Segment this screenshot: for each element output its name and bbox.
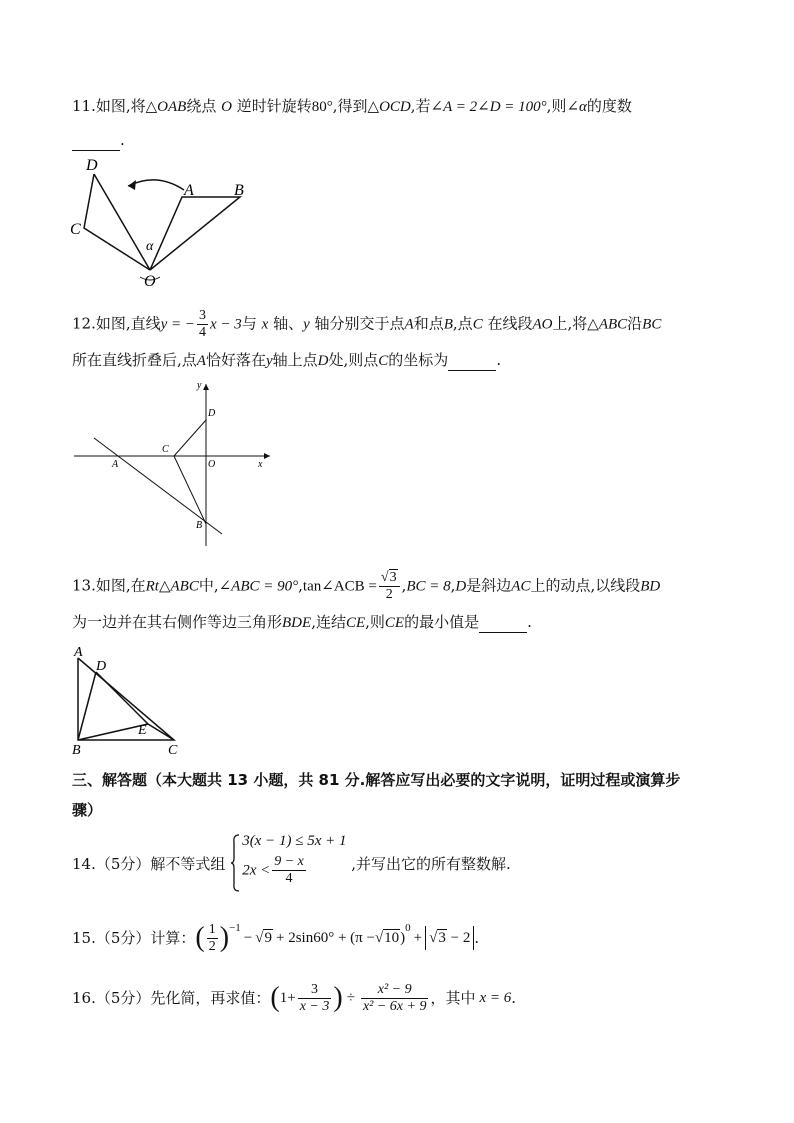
- q16-paren-open: (: [270, 982, 280, 1013]
- q15-close: ): [400, 930, 406, 946]
- q12-label-a: A: [112, 459, 119, 470]
- q12-label-y: y: [197, 380, 202, 391]
- q13-segment-bd: BD: [640, 578, 661, 595]
- q13-label-d: D: [96, 659, 107, 674]
- q12-label-d: D: [208, 408, 216, 419]
- q11-point-o: O: [221, 99, 232, 115]
- q12-point-c: C: [378, 353, 389, 369]
- q12-line-bc: BC: [642, 316, 662, 333]
- q13-text: 上的动点,以线段: [530, 576, 641, 595]
- q11-label-alpha: α: [146, 239, 154, 254]
- q13-hypotenuse-ac: AC: [511, 578, 531, 595]
- q11-label-a: A: [184, 182, 194, 199]
- q11-answer-line: [72, 130, 125, 151]
- q16-line: [72, 976, 516, 1020]
- q14-suffix: ,并写出它的所有整数解.: [351, 855, 511, 873]
- q16-fraction-1: [298, 982, 332, 1015]
- q16-f2-num: x² − 9: [361, 982, 429, 999]
- q12-point-c: C: [472, 316, 483, 333]
- q12-triangle-abc: △ABC: [587, 316, 628, 333]
- q15-minus: −: [243, 930, 253, 946]
- q13-angle-abc: ∠ABC = 90°: [218, 578, 299, 595]
- q12-line1: [72, 308, 661, 341]
- q16-f1-num: 3: [298, 982, 332, 999]
- q13-line2: [72, 612, 532, 633]
- q11-text: 的度数: [586, 97, 632, 115]
- q12-text: 与: [241, 314, 257, 333]
- q15-paren-close: ): [219, 922, 230, 953]
- q12-period: .: [496, 351, 502, 369]
- q15-sqrt10: √10: [374, 930, 400, 946]
- q15-sqrt9-value: 9: [264, 930, 272, 946]
- q11-angle-alpha: ∠α: [566, 99, 587, 115]
- q13-label-a: A: [74, 645, 83, 660]
- q12-label-x: x: [258, 459, 263, 470]
- q12-segment-ao: AO: [532, 316, 553, 333]
- q12-label-c: C: [162, 444, 169, 455]
- q11-label-b: B: [234, 182, 244, 199]
- q15-sqrt3-value: 3: [438, 930, 446, 946]
- q15-minus-two: − 2: [450, 930, 471, 946]
- q11-triangle-oab: △OAB: [145, 99, 187, 115]
- q12-text: 在线段: [487, 314, 533, 333]
- q15-half-num: 1: [208, 921, 216, 937]
- q14-line: [72, 832, 511, 898]
- q13-text: ,连结: [311, 613, 346, 631]
- q13-period: .: [527, 613, 532, 631]
- q12-x: x: [261, 316, 269, 333]
- q13-answer-blank[interactable]: [479, 612, 527, 633]
- q12-point-b: B: [443, 316, 453, 333]
- q11-period: .: [120, 131, 125, 149]
- q16-divide: ÷: [346, 990, 355, 1006]
- q12-line2: [72, 350, 501, 371]
- q11-text: ,若: [410, 97, 431, 115]
- q14-prefix: 14.（5分）解不等式组: [72, 855, 226, 873]
- q15-term: + 2sin60° + (π −: [275, 930, 375, 946]
- q15-half-fraction: [207, 922, 218, 955]
- q14-ineq2-fraction: [272, 854, 306, 887]
- q11-label-c: C: [70, 221, 81, 238]
- q16-f1-den: x − 3: [299, 998, 330, 1014]
- q12-figure: [70, 378, 280, 550]
- q16-condition: x = 6: [479, 990, 512, 1006]
- q12-slope-num: 3: [199, 308, 207, 323]
- q15-line: [72, 918, 479, 958]
- q12-slope-fraction: [197, 308, 208, 341]
- q12-text: 轴分别交于点: [314, 314, 405, 333]
- q13-right-triangle: Rt△ABC: [145, 578, 199, 595]
- q11-text: ,则: [546, 97, 567, 115]
- q15-period: .: [474, 929, 480, 947]
- q11-text: 11.如图,将: [72, 97, 146, 115]
- q12-y: y: [265, 353, 273, 369]
- q16-paren-close: ): [333, 982, 343, 1013]
- q13-figure: [68, 642, 198, 758]
- q12-text: 处,则点: [328, 351, 379, 369]
- q11-label-d: D: [86, 157, 98, 174]
- q13-segment-ce: CE: [384, 615, 405, 631]
- q15-sqrt10-value: 10: [384, 930, 400, 946]
- q13-label-c: C: [168, 743, 178, 758]
- q11-text: ,得到: [332, 97, 368, 115]
- q15-exponent: −1: [229, 922, 241, 934]
- q12-text: 轴、: [273, 314, 304, 333]
- q13-comma: ,: [401, 576, 407, 595]
- q11-figure: [62, 150, 262, 290]
- q13-line1: [72, 570, 660, 603]
- q13-triangle-bde: BDE: [282, 615, 312, 631]
- q12-answer-blank[interactable]: [448, 350, 496, 371]
- q13-comma: ,: [298, 576, 303, 595]
- q14-ineq2-num: 9 − x: [274, 854, 304, 869]
- q12-text: 沿: [627, 314, 643, 333]
- q16-fraction-2: [361, 982, 429, 1015]
- q13-text: 为一边并在其右侧作等边三角形: [72, 613, 283, 631]
- q12-equation-left: y = −: [160, 316, 196, 333]
- q13-tan-fraction: [379, 570, 400, 603]
- q11-text: 绕点: [186, 97, 217, 115]
- q12-text: 轴上点: [272, 351, 318, 369]
- q15-plus: +: [413, 930, 423, 946]
- q15-half-den: 2: [208, 938, 216, 954]
- q12-text: 和点: [413, 314, 444, 333]
- q16-mid-text: ，其中: [430, 989, 476, 1007]
- q13-text: 13.如图,在: [72, 576, 146, 595]
- q12-text: 12.如图,直线: [72, 314, 161, 333]
- q16-one-plus: 1+: [279, 990, 296, 1006]
- q13-tan-num: √3: [379, 570, 400, 587]
- q14-ineq2-left: 2x <: [242, 862, 271, 879]
- q11-condition: ∠A = 2∠D = 100°: [430, 99, 547, 115]
- q15-paren-open: (: [195, 922, 205, 953]
- q13-label-b: B: [72, 743, 81, 758]
- q13-text: ,则: [365, 613, 385, 631]
- q16-f2-den: x² − 6x + 9: [362, 998, 427, 1014]
- q14-brace: [230, 834, 240, 892]
- q11-text: 逆时针旋转: [236, 97, 312, 115]
- section3-heading-cont: 骤）: [72, 801, 103, 819]
- q16-prefix: 16.（5分）先化简，再求值：: [72, 989, 271, 1007]
- q15-sqrt9: √9: [255, 930, 272, 946]
- section3-heading: 三、解答题（本大题共 13 小题，共 81 分.解答应写出必要的文字说明，证明过程或演算步: [72, 771, 681, 789]
- q14-inequality-2: [242, 854, 346, 887]
- q13-text: ,: [450, 576, 456, 595]
- q14-system: [230, 832, 346, 887]
- q12-point-a: A: [404, 316, 414, 333]
- q12-text: ,点: [452, 314, 473, 333]
- q11-triangle-ocd: △OCD: [367, 99, 411, 115]
- q13-label-e: E: [138, 723, 147, 738]
- q12-text: 所在直线折叠后,点: [72, 351, 197, 369]
- q13-text: 是斜边: [466, 576, 512, 595]
- q13-segment-ce: CE: [345, 615, 366, 631]
- q12-label-o: O: [208, 459, 216, 470]
- q13-tan-sqrt: 3: [389, 570, 397, 585]
- q12-equation-right: x − 3: [210, 316, 242, 333]
- q13-tan: tan∠ACB =: [302, 578, 377, 595]
- q12-slope-den: 4: [199, 325, 207, 340]
- q11-rotation-angle: 80°: [311, 99, 333, 115]
- q12-text: 上,将: [552, 314, 588, 333]
- q15-abs: √3 − 2: [425, 926, 474, 950]
- q12-label-b: B: [196, 520, 203, 531]
- q13-text: 的最小值是: [404, 613, 480, 631]
- q12-text: 恰好落在: [205, 351, 266, 369]
- q13-bc-length: BC = 8: [406, 578, 451, 595]
- q12-y: y: [303, 316, 310, 333]
- q15-prefix: 15.（5分）计算：: [72, 929, 196, 947]
- q15-exponent-zero: 0: [405, 922, 411, 934]
- q11-answer-blank[interactable]: [72, 130, 120, 151]
- q12-point-a: A: [196, 353, 206, 369]
- q12-point-d: D: [317, 353, 329, 369]
- q14-ineq2-den: 4: [285, 871, 293, 886]
- q11-line1: [72, 96, 632, 117]
- q12-text: 的坐标为: [388, 351, 449, 369]
- q11-label-o: O: [144, 273, 156, 290]
- q14-inequality-1: 3(x − 1) ≤ 5x + 1: [242, 833, 347, 849]
- q13-tan-den: 2: [385, 587, 393, 602]
- q16-period: .: [511, 989, 517, 1007]
- q13-point-d: D: [455, 578, 467, 595]
- q13-text: 中,: [198, 576, 219, 595]
